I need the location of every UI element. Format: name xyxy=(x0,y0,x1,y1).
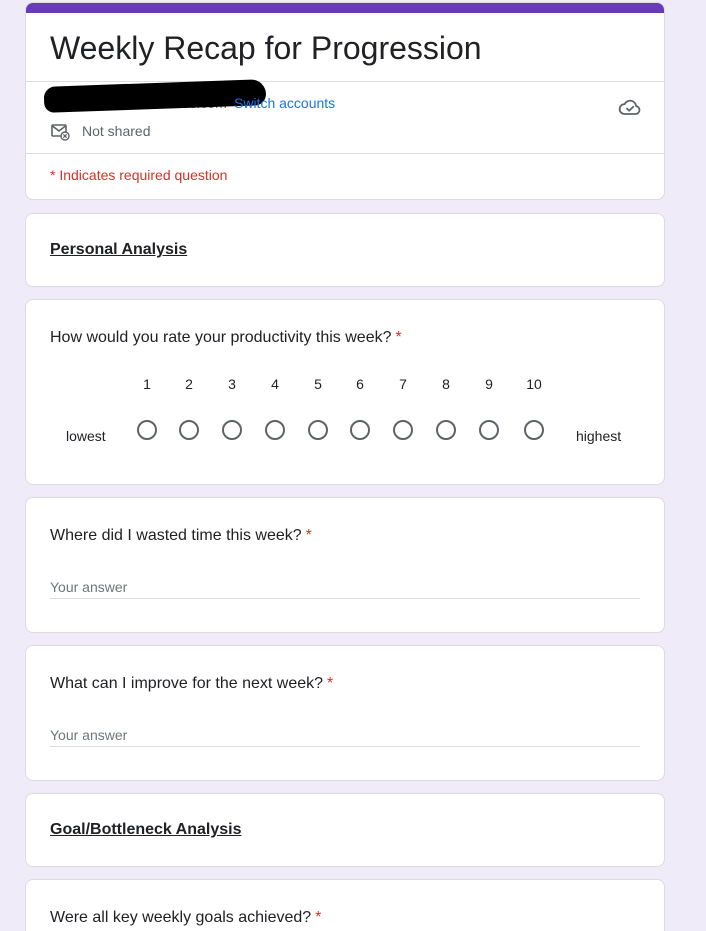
question-card-goals xyxy=(25,879,665,931)
scale-radio-6[interactable] xyxy=(350,420,370,440)
scale-number-3: 3 xyxy=(228,376,236,392)
header-divider xyxy=(26,81,664,82)
scale-number-4: 4 xyxy=(271,376,279,392)
answer-input[interactable] xyxy=(50,723,640,747)
header-divider-2 xyxy=(26,153,664,154)
required-asterisk: * xyxy=(395,329,402,346)
scale-number-10: 10 xyxy=(526,376,542,392)
form-accent-bar xyxy=(26,3,664,13)
scale-radio-3[interactable] xyxy=(222,420,242,440)
required-asterisk: * xyxy=(315,909,322,926)
scale-number-6: 6 xyxy=(356,376,364,392)
question-card-productivity xyxy=(25,299,665,485)
scale-radio-7[interactable] xyxy=(393,420,413,440)
question-text: Where did I wasted time this week? xyxy=(50,527,302,544)
scale-high-label: highest xyxy=(576,428,622,444)
scale-radio-10[interactable] xyxy=(524,420,544,440)
scale-radio-4[interactable] xyxy=(265,420,285,440)
section-card-goal-bottleneck xyxy=(25,793,665,867)
question-title xyxy=(50,326,402,350)
required-note: * Indicates required question xyxy=(50,167,228,183)
scale-radio-1[interactable] xyxy=(137,420,157,440)
section-title: Personal Analysis xyxy=(50,241,188,258)
question-text: What can I improve for the next week? xyxy=(50,675,324,692)
question-text: Were all key weekly goals achieved? xyxy=(50,909,312,926)
question-card-wasted-time xyxy=(25,497,665,633)
scale-number-7: 7 xyxy=(399,376,407,392)
shared-status xyxy=(50,121,150,141)
mail-not-shared-icon xyxy=(50,121,70,141)
shared-status-text: Not shared xyxy=(82,123,151,139)
scale-low-label: lowest xyxy=(66,428,106,444)
question-text: How would you rate your productivity this week? xyxy=(50,329,392,346)
cloud-check-icon xyxy=(618,95,642,119)
required-asterisk: * xyxy=(305,527,312,544)
form-header-card xyxy=(25,2,665,200)
form-title: Weekly Recap for Progression xyxy=(50,30,482,66)
scale-number-9: 9 xyxy=(485,376,493,392)
redaction-mark xyxy=(44,79,267,113)
scale-number-2: 2 xyxy=(185,376,193,392)
switch-accounts-link[interactable]: Switch accounts xyxy=(234,95,336,111)
scale-number-8: 8 xyxy=(442,376,450,392)
scale-number-1: 1 xyxy=(143,376,151,392)
required-asterisk: * xyxy=(327,675,334,692)
scale-radio-8[interactable] xyxy=(436,420,456,440)
section-title: Goal/Bottleneck Analysis xyxy=(50,821,242,838)
scale-radio-9[interactable] xyxy=(479,420,499,440)
answer-input[interactable] xyxy=(50,575,640,599)
section-card-personal-analysis xyxy=(25,213,665,287)
scale-number-5: 5 xyxy=(314,376,322,392)
question-title xyxy=(50,524,312,548)
question-title xyxy=(50,672,333,696)
question-card-improve xyxy=(25,645,665,781)
scale-radio-2[interactable] xyxy=(179,420,199,440)
question-title xyxy=(50,906,321,930)
scale-radio-5[interactable] xyxy=(308,420,328,440)
